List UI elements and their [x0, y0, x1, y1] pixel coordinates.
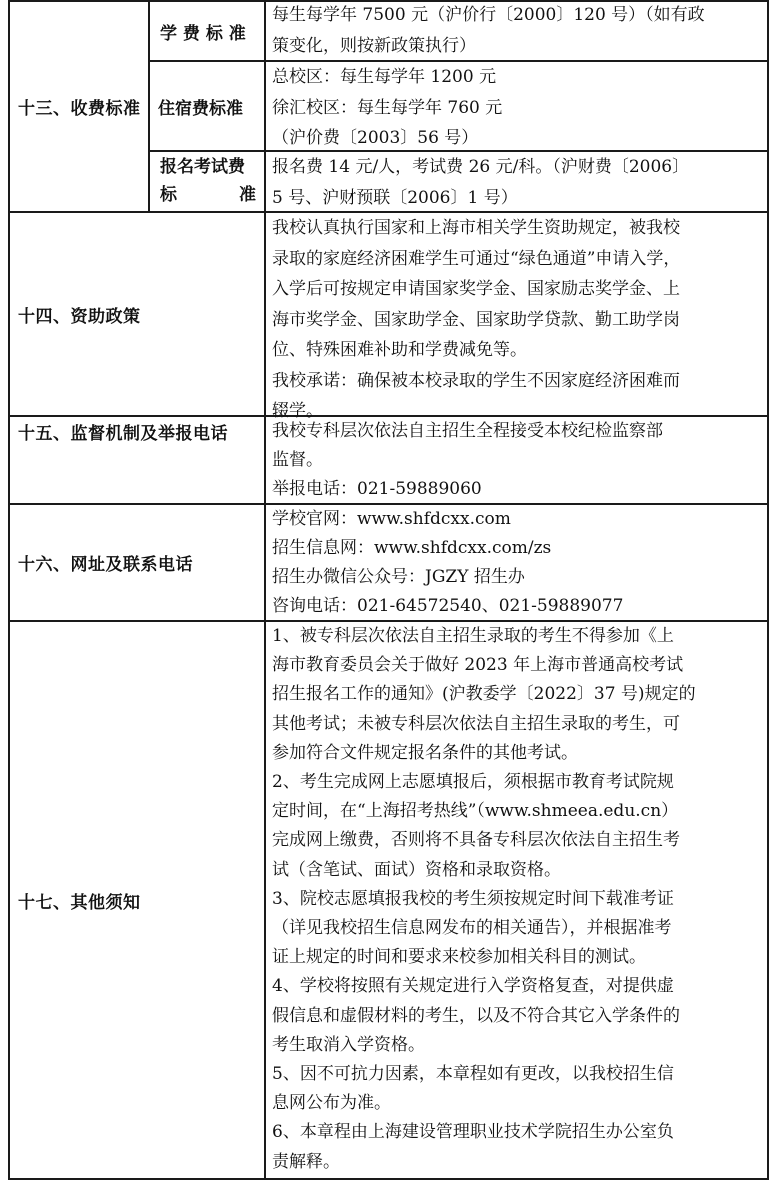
text-line: 我校承诺：确保被本校录取的学生不因家庭经济困难而 — [272, 370, 680, 391]
section-title-contact: 十六、网址及联系电话 — [18, 555, 193, 575]
text-line: 辍学。 — [272, 401, 323, 421]
section-content-aid — [272, 213, 680, 427]
section-title-supervision: 十五、监督机制及举报电话 — [18, 424, 228, 444]
text-line: 报名费 14 元/人，考试费 26 元/科。（沪财费〔2006〕 — [272, 157, 690, 177]
text-line: 总校区：每生每学年 1200 元 — [272, 67, 497, 87]
fee-label-exam — [160, 153, 260, 209]
text-line: （详见我校招生信息网发布的相关通告），并根据准考 — [272, 918, 672, 939]
text-line: 参加符合文件规定报名条件的其他考试。 — [272, 742, 578, 763]
text-line: 2、考生完成网上志愿填报后，须根据市教育考试院规 — [272, 772, 674, 793]
table-border-bottom — [8, 1178, 769, 1180]
text-line: 我校认真执行国家和上海市相关学生资助规定，被我校 — [272, 218, 680, 238]
fee-label-housing: 住宿费标准 — [158, 98, 243, 119]
section-title-aid: 十四、资助政策 — [18, 306, 141, 327]
wechat-line: 招生办微信公众号：JGZY 招生办 — [272, 567, 525, 587]
fee-label-exam-line1: 报名考试费 — [160, 157, 245, 177]
section-content-contact — [272, 505, 623, 621]
text-line: 5 号、沪财预联〔2006〕1 号） — [272, 187, 518, 208]
text-line: 入学后可按规定申请国家奖学金、国家励志奖学金、上 — [272, 279, 680, 299]
text-line: 监督。 — [272, 450, 323, 470]
text-line: 5、因不可抗力因素，本章程如有更改，以我校招生信 — [272, 1064, 674, 1085]
fee-content-exam — [272, 152, 689, 213]
text-line: 1、被专科层次依法自主招生录取的考生不得参加《上 — [272, 626, 674, 646]
text-line: 策变化，则按新政策执行） — [272, 35, 476, 56]
fee-label-exam-char: 标 — [160, 185, 177, 205]
fee-label-tuition: 学 费 标 准 — [160, 23, 246, 44]
text-line: 其他考试；未被专科层次依法自主招生录取的考生，可 — [272, 713, 680, 734]
website-line: 学校官网：www.shfdcxx.com — [272, 509, 511, 529]
fee-label-exam-line2 — [160, 181, 256, 209]
admission-charter-table — [8, 0, 769, 1180]
text-line: 证上规定的时间和要求来校参加相关科目的测试。 — [272, 947, 646, 968]
fee-content-housing — [272, 62, 502, 154]
text-line: 3、院校志愿填报我校的考生须按规定时间下载准考证 — [272, 888, 674, 909]
text-line: 录取的家庭经济困难学生可通过“绿色通道”申请入学， — [272, 248, 681, 269]
text-line: 招生报名工作的通知》(沪教委学〔2022〕37 号)规定的 — [272, 684, 696, 705]
text-line: 定时间，在“上海招考热线”（www.shmeea.edu.cn） — [272, 801, 679, 822]
fee-label-exam-char: 准 — [239, 185, 256, 205]
section-title-notes: 十七、其他须知 — [18, 892, 141, 913]
table-border-left — [8, 0, 10, 1180]
text-line: 海市教育委员会关于做好 2023 年上海市普通高校考试 — [272, 655, 684, 676]
section-content-notes — [272, 622, 696, 1177]
text-line: 徐汇校区：每生每学年 760 元 — [272, 97, 503, 118]
section-content-supervision — [272, 417, 663, 504]
text-line: 完成网上缴费，否则将不具备专科层次依法自主招生考 — [272, 830, 680, 851]
divider-content-column — [264, 0, 266, 1180]
section-title-fees: 十三、收费标准 — [18, 99, 141, 119]
table-border-right — [767, 0, 769, 1180]
text-line: 假信息和虚假材料的考生，以及不符合其它入学条件的 — [272, 1005, 680, 1026]
text-line: 6、本章程由上海建设管理职业技术学院招生办公室负 — [272, 1122, 674, 1143]
fee-content-tuition — [272, 0, 705, 61]
phone-line: 咨询电话：021-64572540、021-59889077 — [272, 596, 624, 616]
text-line: 举报电话：021-59889060 — [272, 479, 482, 499]
admissions-site-line: 招生信息网：www.shfdcxx.com/zs — [272, 538, 552, 558]
text-line: 我校专科层次依法自主招生全程接受本校纪检监察部 — [272, 421, 663, 441]
text-line: 4、学校将按照有关规定进行入学资格复查，对提供虚 — [272, 976, 674, 997]
text-line: 海市奖学金、国家助学金、国家助学贷款、勤工助学岗 — [272, 309, 680, 330]
text-line: 考生取消入学资格。 — [272, 1034, 425, 1055]
text-line: 位、特殊困难补助和学费减免等。 — [272, 340, 527, 360]
text-line: 试（含笔试、面试）资格和录取资格。 — [272, 859, 561, 880]
text-line: （沪价费〔2003〕56 号） — [272, 128, 479, 148]
text-line: 息网公布为准。 — [272, 1093, 391, 1114]
text-line: 每生每学年 7500 元（沪价行〔2000〕120 号）（如有政 — [272, 5, 705, 25]
text-line: 责解释。 — [272, 1151, 340, 1172]
